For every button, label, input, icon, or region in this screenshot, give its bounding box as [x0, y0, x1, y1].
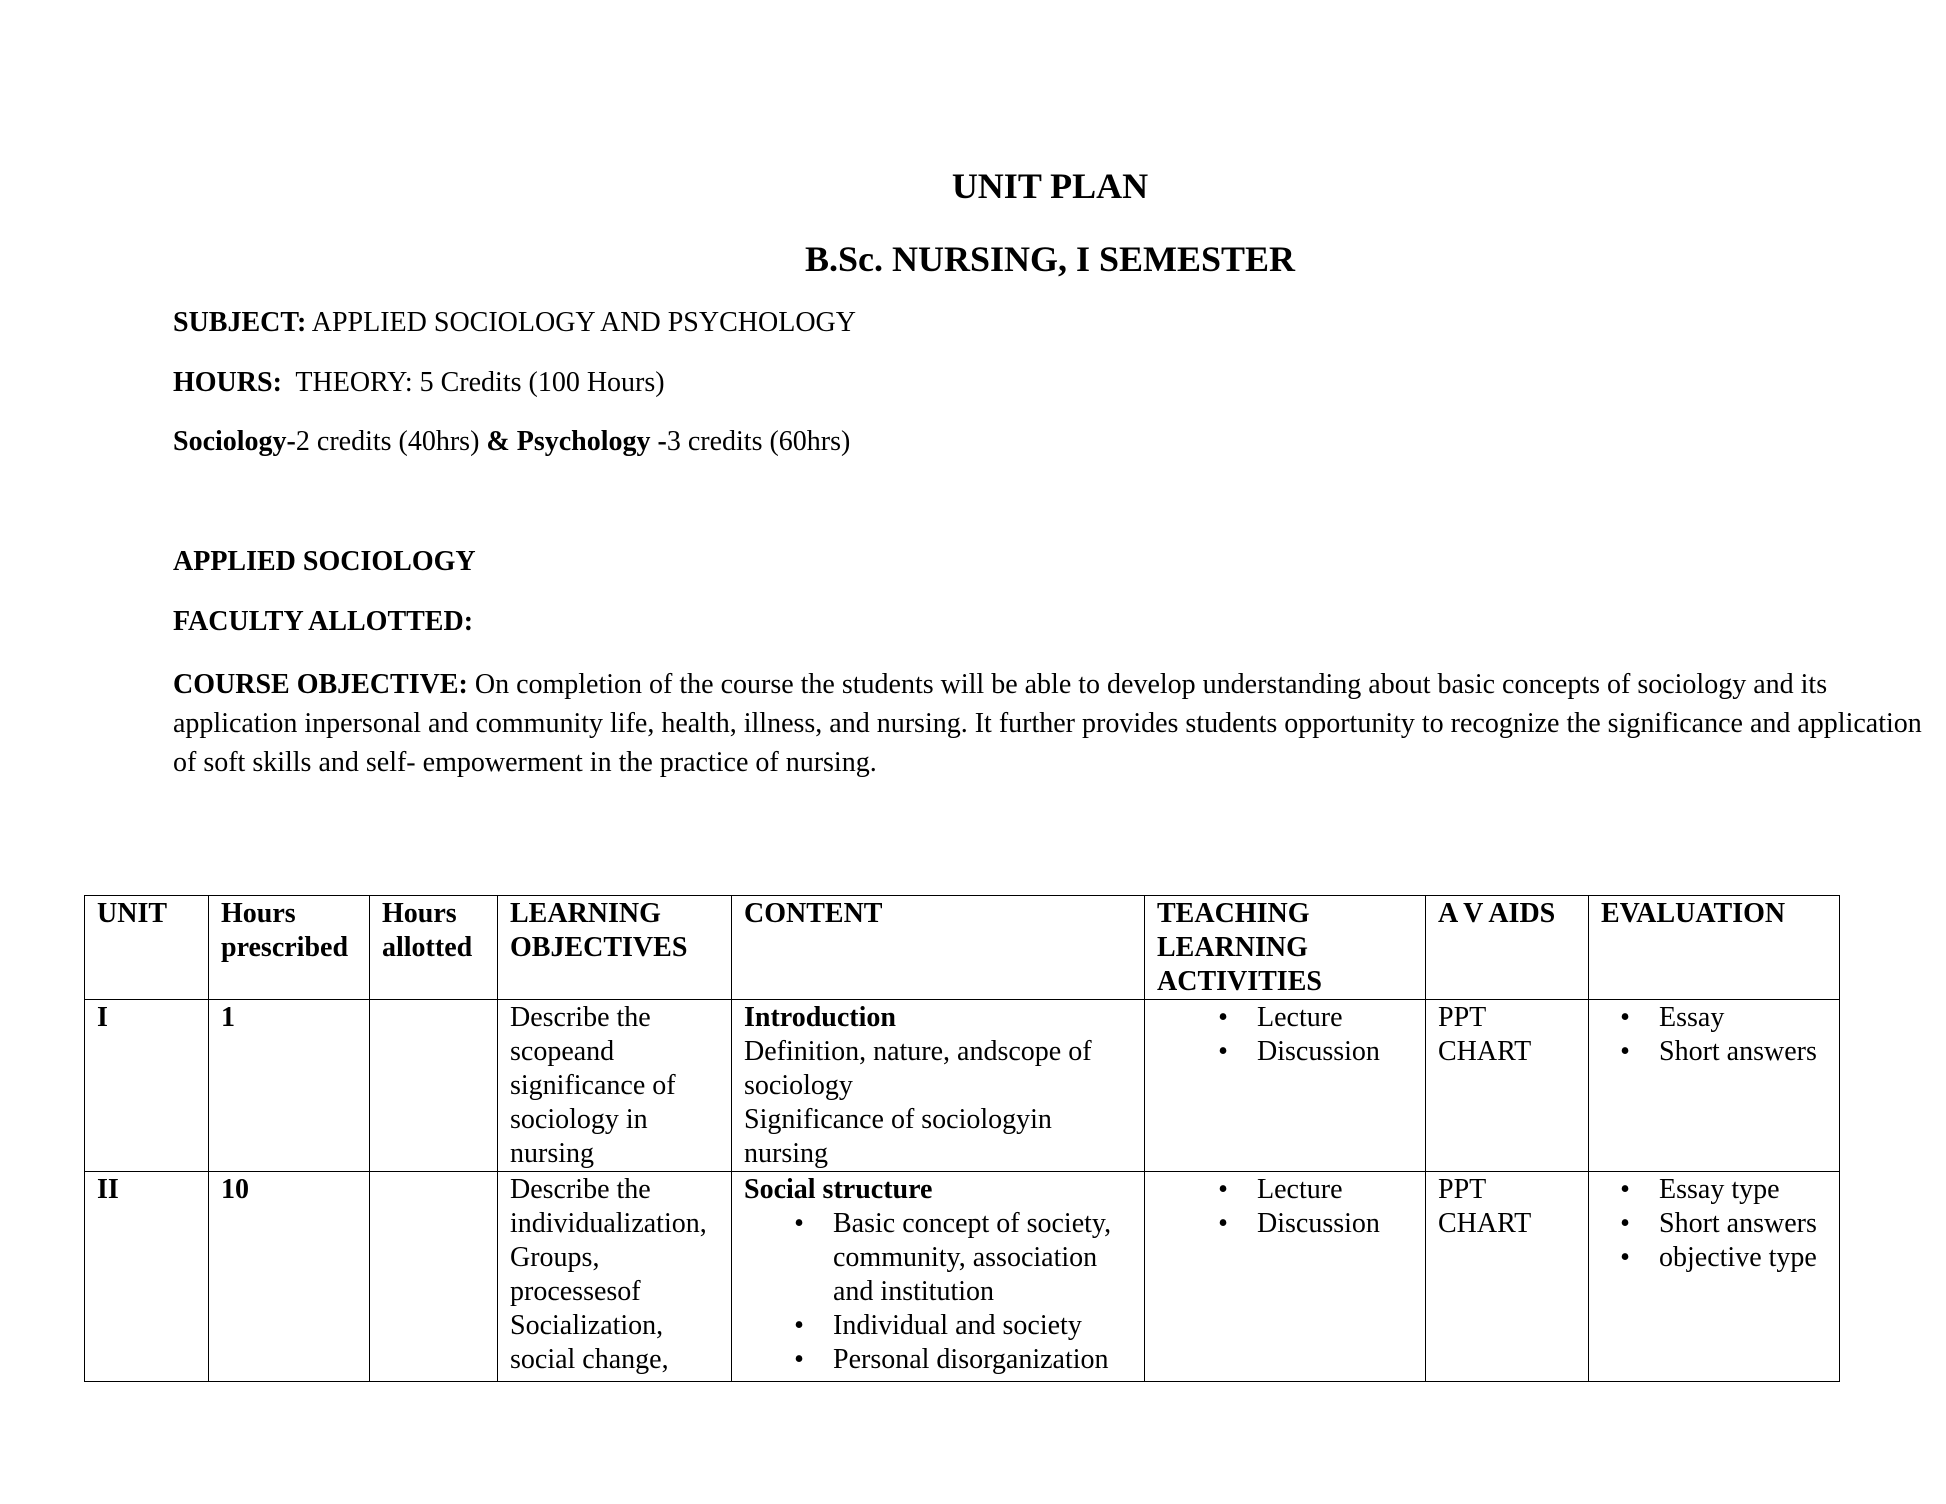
subject-line: [173, 306, 856, 340]
av-aid-item: PPT: [1438, 1174, 1487, 1205]
evaluation-cell: [1589, 1000, 1840, 1172]
content-line: Significance of sociologyin nursing: [744, 1104, 1052, 1169]
list-item: • Discussion: [1257, 1035, 1413, 1069]
content-cell: [732, 1172, 1145, 1382]
hours-label: HOURS:: [173, 367, 282, 398]
av-aids-cell: [1426, 1000, 1589, 1172]
sociology-label: Sociology-: [173, 426, 296, 457]
evaluation-cell: [1589, 1172, 1840, 1382]
table-row: [85, 1172, 1840, 1382]
tla-cell: [1145, 1000, 1426, 1172]
objective-text: On completion of the course the students will be able to develop understanding about basic concepts of sociology and its application inpersonal and community life, health, illness, and nursing. It further provides students opportunity to recognize the significance and application of soft skills and self- empowerment in the practice of nursing.: [173, 669, 1922, 778]
list-item: • Lecture: [1257, 1173, 1413, 1207]
hours-line: [173, 366, 665, 400]
header-evaluation: EVALUATION: [1589, 896, 1840, 1000]
subject-label: SUBJECT:: [173, 307, 307, 338]
content-line: Definition, nature, andscope of sociology: [744, 1036, 1092, 1101]
av-aid-item: CHART: [1438, 1208, 1532, 1239]
list-item: • Essay: [1659, 1001, 1827, 1035]
content-title: Introduction: [744, 1002, 896, 1033]
hours-prescribed-cell: 1: [209, 1000, 370, 1172]
list-item: • Short answers: [1659, 1035, 1827, 1069]
content-cell: [732, 1000, 1145, 1172]
content-title: Social structure: [744, 1174, 933, 1205]
av-aid-item: CHART: [1438, 1036, 1532, 1067]
subject-value: APPLIED SOCIOLOGY AND PSYCHOLOGY: [306, 307, 856, 338]
psychology-label: & Psychology -: [486, 426, 667, 457]
table-row: [85, 1000, 1840, 1172]
sociology-credits: 2 credits (40hrs): [295, 426, 487, 457]
list-item: • Individual and society: [833, 1309, 1132, 1343]
section-title: APPLIED SOCIOLOGY: [173, 546, 476, 577]
list-item: • Personal disorganization: [833, 1343, 1132, 1377]
hours-allotted-cell: [370, 1172, 498, 1382]
objectives-cell: Describe the scopeand significance of sociology in nursing: [498, 1000, 732, 1172]
header-hours-prescribed: Hours prescribed: [209, 896, 370, 1000]
objective-label: COURSE OBJECTIVE:: [173, 669, 468, 700]
hours-allotted-cell: [370, 1000, 498, 1172]
header-av-aids: A V AIDS: [1426, 896, 1589, 1000]
av-aid-item: PPT: [1438, 1002, 1487, 1033]
list-item: • Basic concept of society, community, association and institution: [833, 1207, 1132, 1309]
header-teaching-learning-activities: TEACHING LEARNING ACTIVITIES: [1145, 896, 1426, 1000]
hours-value: THEORY: 5 Credits (100 Hours): [281, 367, 665, 398]
list-item: • Short answers: [1659, 1207, 1827, 1241]
psychology-credits: 3 credits (60hrs): [666, 426, 851, 457]
unit-cell: I: [85, 1000, 209, 1172]
list-item: • objective type: [1659, 1241, 1827, 1275]
credits-line: [173, 425, 850, 459]
table-header-row: [85, 896, 1840, 1000]
header-learning-objectives: LEARNING OBJECTIVES: [498, 896, 732, 1000]
course-objective: [173, 665, 1933, 782]
list-item: • Discussion: [1257, 1207, 1413, 1241]
faculty-allotted: FACULTY ALLOTTED:: [173, 606, 474, 637]
header-unit: UNIT: [85, 896, 209, 1000]
tla-cell: [1145, 1172, 1426, 1382]
unit-plan-title: UNIT PLAN: [951, 166, 1149, 206]
list-item: • Lecture: [1257, 1001, 1413, 1035]
list-item: • Essay type: [1659, 1173, 1827, 1207]
objectives-cell: Describe the individualization, Groups, processesof Socialization, social change,: [498, 1172, 732, 1382]
header-hours-allotted: Hours allotted: [370, 896, 498, 1000]
hours-prescribed-cell: 10: [209, 1172, 370, 1382]
header-content: CONTENT: [732, 896, 1145, 1000]
av-aids-cell: [1426, 1172, 1589, 1382]
unit-plan-table: [84, 895, 1840, 1382]
course-subtitle: B.Sc. NURSING, I SEMESTER: [804, 239, 1296, 279]
unit-cell: II: [85, 1172, 209, 1382]
